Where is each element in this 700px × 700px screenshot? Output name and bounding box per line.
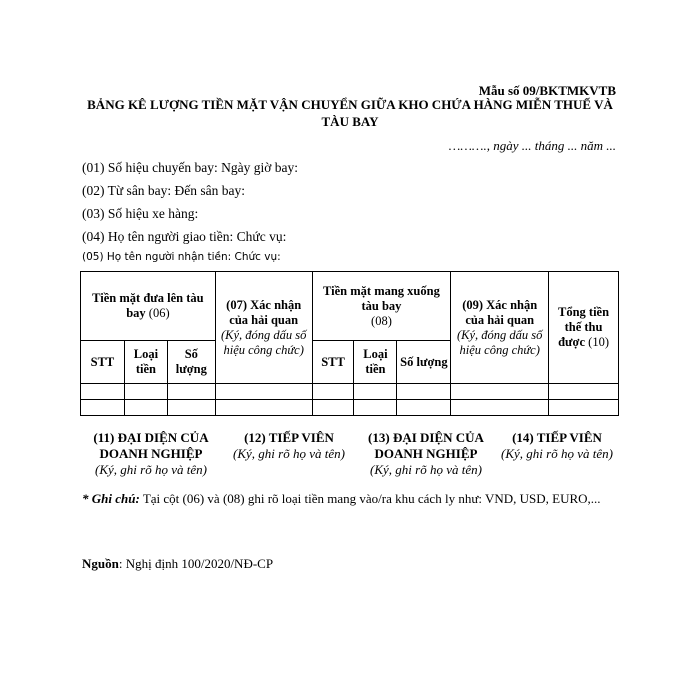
header-customs-confirm-07 <box>215 272 312 384</box>
document-title: BẢNG KÊ LƯỢNG TIỀN MẶT VẬN CHUYỂN GIỮA KHO CHỨA HÀNG MIỄN THUẾ VÀ TÀU BAY <box>87 97 613 129</box>
signature-instruction: (Ký, ghi rõ họ và tên) <box>95 462 207 477</box>
subheader-amount-08: Số lượng <box>397 341 451 384</box>
header-07-note: (Ký, đóng dấu số hiệu công chức) <box>220 327 307 357</box>
field-cart-number: (03) Số hiệu xe hàng: <box>82 206 199 221</box>
signature-business-rep-13 <box>358 430 494 478</box>
header-cash-onboard-num: (06) <box>148 306 170 320</box>
footnote <box>82 490 602 507</box>
signature-business-rep-11 <box>82 430 220 478</box>
header-10-num: (10) <box>588 335 609 349</box>
field-flight-number: (01) Số hiệu chuyến bay: Ngày giờ bay: <box>82 160 298 175</box>
header-cash-onboard <box>81 272 216 341</box>
field-receiver: (05) Họ tên người nhận tiền: Chức vụ: <box>82 251 281 263</box>
header-total-collected <box>549 272 619 384</box>
header-cash-onboard-title: Tiền mặt đưa lên tàu bay <box>92 291 204 320</box>
signature-instruction: (Ký, ghi rõ họ và tên) <box>370 462 482 477</box>
source-text: : Nghị định 100/2020/NĐ-CP <box>118 556 274 571</box>
signature-instruction: (Ký, ghi rõ họ và tên) <box>501 446 613 461</box>
header-07-title: (07) Xác nhận của hải quan <box>226 297 302 327</box>
header-cash-offboard-title: Tiền mặt mang xuống tàu bay <box>323 283 440 313</box>
cash-table <box>80 271 619 416</box>
table-row <box>81 384 619 400</box>
subheader-stt-08: STT <box>312 341 354 384</box>
table-header-row <box>81 272 619 341</box>
header-10-title: Tổng tiền thế thu được <box>558 305 610 349</box>
header-cash-offboard-num: (08) <box>371 313 392 328</box>
signature-title: (12) TIẾP VIÊN <box>244 430 334 445</box>
field-airports: (02) Từ sân bay: Đến sân bay: <box>82 183 246 198</box>
footnote-label: * Ghi chú: <box>82 491 140 506</box>
signature-flight-attendant-14 <box>492 430 622 462</box>
date-line: ………., ngày ... tháng ... năm ... <box>448 138 616 153</box>
header-09-note: (Ký, đóng dấu số hiệu công chức) <box>457 327 543 357</box>
subheader-amount-06: Số lượng <box>167 341 215 384</box>
signature-title: (14) TIẾP VIÊN <box>512 430 602 445</box>
source-line <box>82 556 273 572</box>
header-cash-offboard <box>312 272 451 341</box>
signature-flight-attendant-12 <box>222 430 356 462</box>
source-label: Nguồn <box>82 556 119 571</box>
header-customs-confirm-09 <box>451 272 549 384</box>
table-row <box>81 400 619 416</box>
subheader-currency-06: Loại tiền <box>124 341 167 384</box>
subheader-currency-08: Loại tiền <box>354 341 397 384</box>
form-number: Mẫu số 09/BKTMKVTB <box>478 83 616 98</box>
field-deliverer: (04) Họ tên người giao tiền: Chức vụ: <box>82 229 287 244</box>
header-09-title: (09) Xác nhận của hải quan <box>462 297 538 327</box>
footnote-text: Tại cột (06) và (08) ghi rõ loại tiền mang vào/ra khu cách ly như: VND, USD, EURO,... <box>142 491 601 506</box>
signature-instruction: (Ký, ghi rõ họ và tên) <box>233 446 345 461</box>
signature-title: (11) ĐẠI DIỆN CỦA DOANH NGHIỆP <box>93 430 209 461</box>
subheader-stt-06: STT <box>81 341 125 384</box>
signature-title: (13) ĐẠI DIỆN CỦA DOANH NGHIỆP <box>368 430 484 461</box>
